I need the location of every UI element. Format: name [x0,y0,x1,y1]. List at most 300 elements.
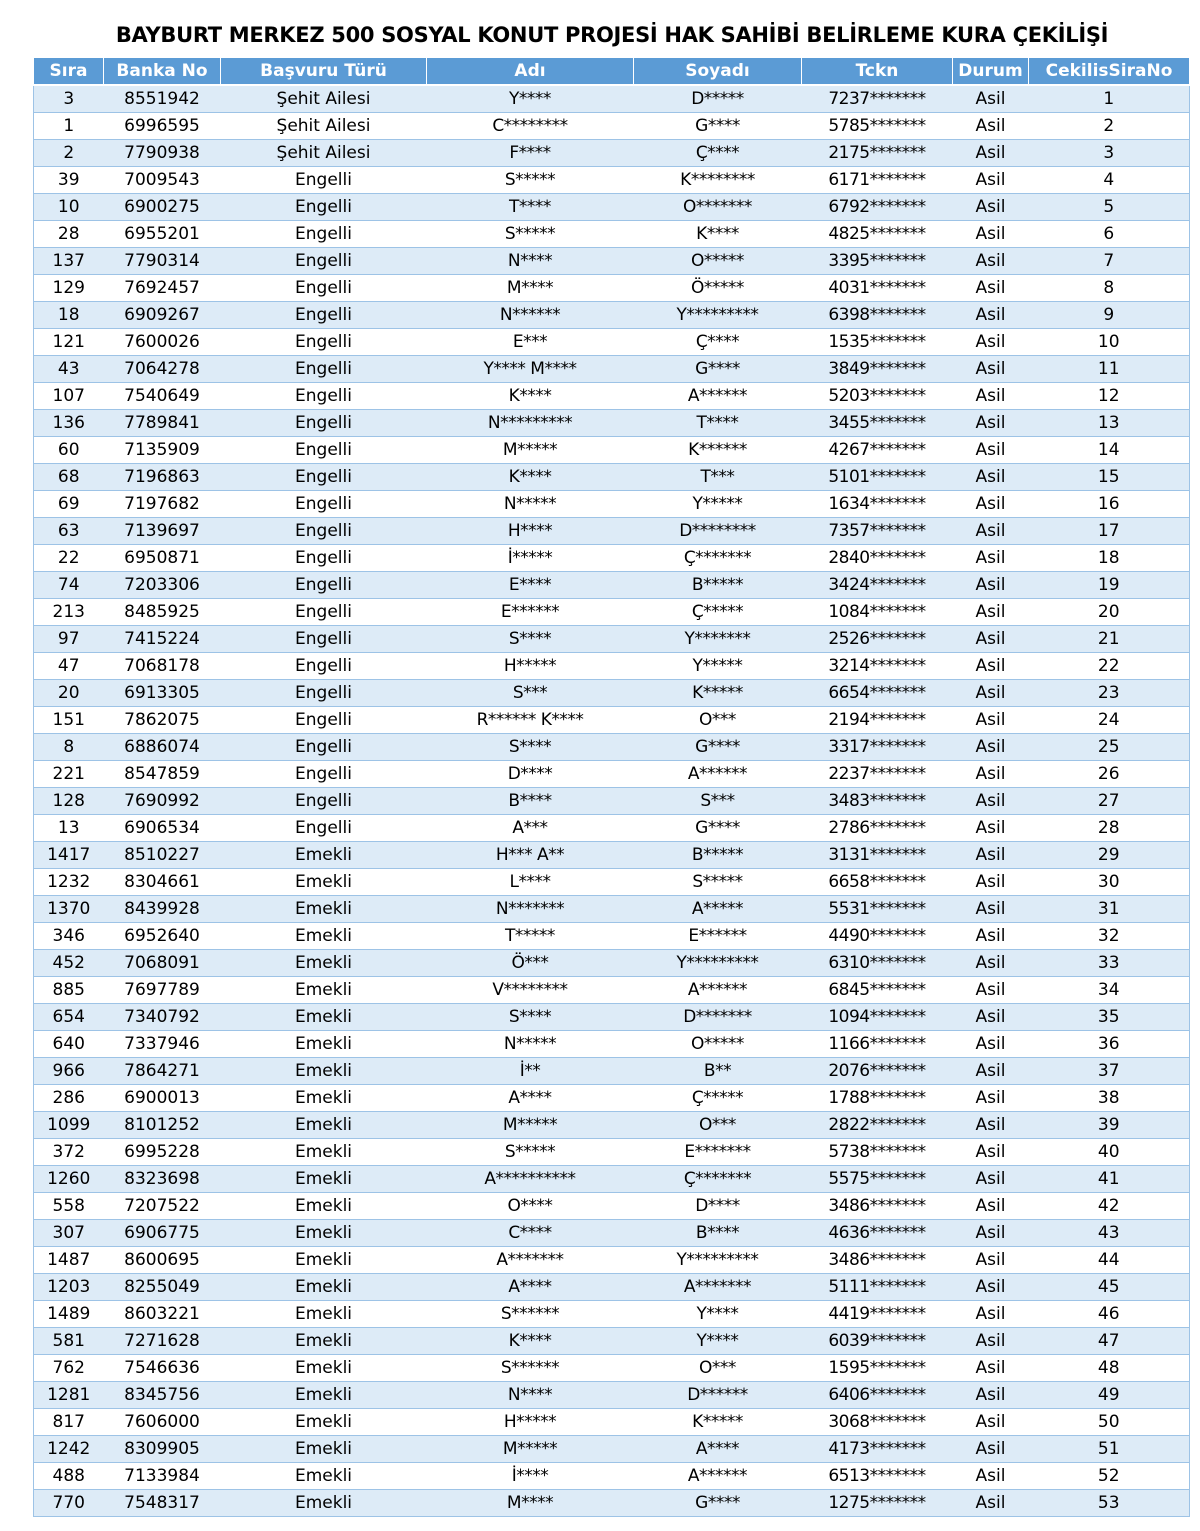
cell-banka-no: 7690992 [104,788,221,815]
cell-basvuru-turu: Emekli [221,1112,427,1139]
cell-basvuru-turu: Emekli [221,1274,427,1301]
cell-banka-no: 7207522 [104,1193,221,1220]
cell-sira: 307 [34,1220,104,1247]
cell-basvuru-turu: Emekli [221,1166,427,1193]
cell-sira: 966 [34,1058,104,1085]
cell-adi: H***** [427,1409,634,1436]
table-row [34,518,1190,545]
cell-soyadi: Y**** [634,1301,802,1328]
cell-tckn: 1595******* [802,1355,953,1382]
cell-basvuru-turu: Emekli [221,1463,427,1490]
cell-sira: 1489 [34,1301,104,1328]
table-row [34,1490,1190,1517]
cell-durum: Asil [953,113,1029,140]
cell-banka-no: 6995228 [104,1139,221,1166]
cell-durum: Asil [953,1139,1029,1166]
cell-cekilis-sira-no: 21 [1029,626,1190,653]
cell-soyadi: Ç**** [634,329,802,356]
cell-cekilis-sira-no: 2 [1029,113,1190,140]
cell-cekilis-sira-no: 42 [1029,1193,1190,1220]
cell-soyadi: A******* [634,1274,802,1301]
table-row [34,275,1190,302]
cell-tckn: 1084******* [802,599,953,626]
cell-banka-no: 8345756 [104,1382,221,1409]
cell-durum: Asil [953,275,1029,302]
table-row [34,1139,1190,1166]
cell-sira: 817 [34,1409,104,1436]
cell-cekilis-sira-no: 33 [1029,950,1190,977]
cell-adi: K**** [427,1328,634,1355]
cell-basvuru-turu: Engelli [221,221,427,248]
cell-cekilis-sira-no: 6 [1029,221,1190,248]
cell-cekilis-sira-no: 51 [1029,1436,1190,1463]
cell-soyadi: T**** [634,410,802,437]
table-row [34,356,1190,383]
cell-basvuru-turu: Engelli [221,302,427,329]
cell-cekilis-sira-no: 12 [1029,383,1190,410]
cell-basvuru-turu: Engelli [221,194,427,221]
cell-banka-no: 7197682 [104,491,221,518]
cell-soyadi: G**** [634,113,802,140]
cell-sira: 69 [34,491,104,518]
cell-banka-no: 7337946 [104,1031,221,1058]
cell-durum: Asil [953,140,1029,167]
cell-basvuru-turu: Engelli [221,167,427,194]
table-row [34,437,1190,464]
cell-soyadi: K***** [634,1409,802,1436]
table-row [34,788,1190,815]
cell-tckn: 5101******* [802,464,953,491]
header-soyadi[interactable]: Soyadı [634,58,802,86]
header-sira[interactable]: Sıra [34,58,104,86]
cell-soyadi: Ç***** [634,1085,802,1112]
cell-adi: S**** [427,626,634,653]
cell-basvuru-turu: Emekli [221,842,427,869]
table-row [34,221,1190,248]
cell-soyadi: K****** [634,437,802,464]
cell-durum: Asil [953,1004,1029,1031]
cell-durum: Asil [953,1436,1029,1463]
cell-adi: S*** [427,680,634,707]
cell-basvuru-turu: Emekli [221,1355,427,1382]
cell-durum: Asil [953,221,1029,248]
cell-tckn: 1275******* [802,1490,953,1517]
cell-cekilis-sira-no: 52 [1029,1463,1190,1490]
cell-tckn: 2786******* [802,815,953,842]
cell-sira: 137 [34,248,104,275]
cell-soyadi: B***** [634,842,802,869]
cell-banka-no: 6952640 [104,923,221,950]
cell-basvuru-turu: Emekli [221,1247,427,1274]
cell-cekilis-sira-no: 45 [1029,1274,1190,1301]
cell-sira: 28 [34,221,104,248]
cell-durum: Asil [953,1301,1029,1328]
cell-banka-no: 7068178 [104,653,221,680]
cell-tckn: 2194******* [802,707,953,734]
cell-soyadi: K***** [634,680,802,707]
cell-tckn: 7357******* [802,518,953,545]
cell-adi: N****** [427,302,634,329]
cell-sira: 47 [34,653,104,680]
cell-banka-no: 8485925 [104,599,221,626]
table-row [34,329,1190,356]
cell-cekilis-sira-no: 35 [1029,1004,1190,1031]
cell-durum: Asil [953,653,1029,680]
cell-sira: 654 [34,1004,104,1031]
cell-tckn: 5531******* [802,896,953,923]
header-adi[interactable]: Adı [427,58,634,86]
cell-banka-no: 7790314 [104,248,221,275]
cell-sira: 1487 [34,1247,104,1274]
cell-cekilis-sira-no: 34 [1029,977,1190,1004]
cell-durum: Asil [953,410,1029,437]
cell-tckn: 4031******* [802,275,953,302]
cell-banka-no: 7133984 [104,1463,221,1490]
cell-soyadi: B** [634,1058,802,1085]
cell-sira: 3 [34,85,104,113]
cell-cekilis-sira-no: 22 [1029,653,1190,680]
cell-adi: Ö*** [427,950,634,977]
table-row [34,1220,1190,1247]
cell-soyadi: Ç***** [634,599,802,626]
cell-durum: Asil [953,1409,1029,1436]
cell-tckn: 3317******* [802,734,953,761]
cell-durum: Asil [953,707,1029,734]
cell-sira: 136 [34,410,104,437]
cell-banka-no: 7271628 [104,1328,221,1355]
table-row [34,1112,1190,1139]
cell-adi: H*** A** [427,842,634,869]
table-row [34,1382,1190,1409]
cell-adi: İ** [427,1058,634,1085]
table-row [34,869,1190,896]
cell-banka-no: 8603221 [104,1301,221,1328]
cell-adi: S***** [427,1139,634,1166]
cell-sira: 1203 [34,1274,104,1301]
cell-banka-no: 7340792 [104,1004,221,1031]
cell-banka-no: 6906775 [104,1220,221,1247]
cell-adi: M***** [427,1112,634,1139]
cell-sira: 121 [34,329,104,356]
cell-adi: V******** [427,977,634,1004]
table-row [34,680,1190,707]
cell-banka-no: 8255049 [104,1274,221,1301]
cell-cekilis-sira-no: 48 [1029,1355,1190,1382]
cell-tckn: 5203******* [802,383,953,410]
cell-adi: K**** [427,464,634,491]
cell-cekilis-sira-no: 14 [1029,437,1190,464]
cell-tckn: 6792******* [802,194,953,221]
cell-cekilis-sira-no: 24 [1029,707,1190,734]
cell-adi: M**** [427,1490,634,1517]
cell-adi: C**** [427,1220,634,1247]
cell-soyadi: Y********* [634,302,802,329]
cell-cekilis-sira-no: 47 [1029,1328,1190,1355]
cell-sira: 129 [34,275,104,302]
cell-adi: E**** [427,572,634,599]
cell-cekilis-sira-no: 53 [1029,1490,1190,1517]
cell-banka-no: 7790938 [104,140,221,167]
cell-tckn: 2526******* [802,626,953,653]
cell-basvuru-turu: Şehit Ailesi [221,113,427,140]
cell-banka-no: 8323698 [104,1166,221,1193]
cell-basvuru-turu: Engelli [221,329,427,356]
cell-banka-no: 8439928 [104,896,221,923]
table-row [34,1436,1190,1463]
cell-soyadi: G**** [634,1490,802,1517]
cell-tckn: 6398******* [802,302,953,329]
cell-durum: Asil [953,248,1029,275]
cell-banka-no: 7203306 [104,572,221,599]
cell-tckn: 4490******* [802,923,953,950]
cell-basvuru-turu: Emekli [221,1085,427,1112]
header-banka-no[interactable]: Banka No [104,58,221,86]
cell-banka-no: 7415224 [104,626,221,653]
cell-adi: M***** [427,1436,634,1463]
cell-tckn: 6171******* [802,167,953,194]
cell-adi: S***** [427,167,634,194]
cell-durum: Asil [953,518,1029,545]
table-body [34,85,1190,1517]
cell-sira: 1242 [34,1436,104,1463]
cell-tckn: 6406******* [802,1382,953,1409]
cell-adi: Y**** M**** [427,356,634,383]
cell-cekilis-sira-no: 50 [1029,1409,1190,1436]
cell-basvuru-turu: Engelli [221,707,427,734]
cell-basvuru-turu: Emekli [221,1004,427,1031]
cell-soyadi: O***** [634,248,802,275]
cell-adi: S**** [427,734,634,761]
cell-tckn: 1788******* [802,1085,953,1112]
cell-basvuru-turu: Engelli [221,734,427,761]
cell-durum: Asil [953,329,1029,356]
cell-adi: İ**** [427,1463,634,1490]
table-row [34,707,1190,734]
cell-tckn: 6845******* [802,977,953,1004]
cell-tckn: 5785******* [802,113,953,140]
cell-cekilis-sira-no: 44 [1029,1247,1190,1274]
cell-tckn: 2175******* [802,140,953,167]
cell-cekilis-sira-no: 1 [1029,85,1190,113]
cell-basvuru-turu: Engelli [221,572,427,599]
cell-soyadi: K**** [634,221,802,248]
cell-cekilis-sira-no: 38 [1029,1085,1190,1112]
cell-banka-no: 7139697 [104,518,221,545]
cell-adi: R****** K**** [427,707,634,734]
cell-adi: K**** [427,383,634,410]
table-row [34,410,1190,437]
cell-tckn: 2237******* [802,761,953,788]
cell-durum: Asil [953,1166,1029,1193]
cell-soyadi: A****** [634,761,802,788]
table-row [34,1058,1190,1085]
cell-tckn: 7237******* [802,85,953,113]
cell-tckn: 1535******* [802,329,953,356]
cell-cekilis-sira-no: 23 [1029,680,1190,707]
cell-banka-no: 7068091 [104,950,221,977]
cell-banka-no: 7600026 [104,329,221,356]
cell-durum: Asil [953,788,1029,815]
cell-cekilis-sira-no: 40 [1029,1139,1190,1166]
cell-adi: S***** [427,221,634,248]
cell-basvuru-turu: Engelli [221,437,427,464]
cell-cekilis-sira-no: 8 [1029,275,1190,302]
table-row [34,815,1190,842]
cell-tckn: 3131******* [802,842,953,869]
cell-sira: 452 [34,950,104,977]
cell-durum: Asil [953,545,1029,572]
cell-basvuru-turu: Emekli [221,1193,427,1220]
cell-banka-no: 8547859 [104,761,221,788]
cell-banka-no: 8101252 [104,1112,221,1139]
cell-basvuru-turu: Engelli [221,356,427,383]
cell-durum: Asil [953,1355,1029,1382]
cell-banka-no: 8551942 [104,85,221,113]
table-row [34,545,1190,572]
table-row [34,1004,1190,1031]
cell-cekilis-sira-no: 28 [1029,815,1190,842]
cell-soyadi: Y********* [634,1247,802,1274]
header-cekilis-sira-no[interactable]: CekilisSiraNo [1029,58,1190,86]
cell-durum: Asil [953,923,1029,950]
cell-basvuru-turu: Engelli [221,761,427,788]
cell-cekilis-sira-no: 31 [1029,896,1190,923]
cell-sira: 107 [34,383,104,410]
cell-sira: 1099 [34,1112,104,1139]
table-row [34,140,1190,167]
cell-cekilis-sira-no: 36 [1029,1031,1190,1058]
cell-adi: N***** [427,491,634,518]
cell-sira: 20 [34,680,104,707]
cell-tckn: 6513******* [802,1463,953,1490]
cell-durum: Asil [953,1031,1029,1058]
table-row [34,842,1190,869]
cell-soyadi: Ç**** [634,140,802,167]
header-tckn[interactable]: Tckn [802,58,953,86]
cell-tckn: 5111******* [802,1274,953,1301]
cell-cekilis-sira-no: 18 [1029,545,1190,572]
table-row [34,734,1190,761]
cell-tckn: 1634******* [802,491,953,518]
cell-adi: E****** [427,599,634,626]
cell-banka-no: 8304661 [104,869,221,896]
cell-durum: Asil [953,1058,1029,1085]
table-row [34,950,1190,977]
table-row [34,1463,1190,1490]
cell-adi: S****** [427,1355,634,1382]
cell-adi: A**** [427,1085,634,1112]
cell-soyadi: O***** [634,1031,802,1058]
cell-sira: 640 [34,1031,104,1058]
table-header [34,58,1190,86]
cell-soyadi: Y******* [634,626,802,653]
cell-basvuru-turu: Emekli [221,977,427,1004]
cell-sira: 151 [34,707,104,734]
cell-adi: S****** [427,1301,634,1328]
header-basvuru-turu[interactable]: Başvuru Türü [221,58,427,86]
table-row [34,923,1190,950]
cell-soyadi: Y***** [634,491,802,518]
cell-sira: 1 [34,113,104,140]
cell-adi: A******* [427,1247,634,1274]
cell-banka-no: 7864271 [104,1058,221,1085]
cell-cekilis-sira-no: 46 [1029,1301,1190,1328]
header-durum[interactable]: Durum [953,58,1029,86]
cell-soyadi: A****** [634,977,802,1004]
table-row [34,85,1190,113]
cell-sira: 346 [34,923,104,950]
cell-sira: 213 [34,599,104,626]
cell-basvuru-turu: Emekli [221,1031,427,1058]
cell-soyadi: T*** [634,464,802,491]
cell-cekilis-sira-no: 25 [1029,734,1190,761]
cell-tckn: 4173******* [802,1436,953,1463]
cell-durum: Asil [953,815,1029,842]
cell-tckn: 4636******* [802,1220,953,1247]
cell-banka-no: 7196863 [104,464,221,491]
table-row [34,194,1190,221]
cell-tckn: 3849******* [802,356,953,383]
cell-cekilis-sira-no: 5 [1029,194,1190,221]
cell-basvuru-turu: Emekli [221,1301,427,1328]
cell-sira: 581 [34,1328,104,1355]
table-row [34,572,1190,599]
cell-banka-no: 7862075 [104,707,221,734]
cell-tckn: 6658******* [802,869,953,896]
cell-adi: A*** [427,815,634,842]
cell-basvuru-turu: Engelli [221,653,427,680]
cell-basvuru-turu: Engelli [221,491,427,518]
cell-durum: Asil [953,680,1029,707]
kura-table [33,57,1190,1517]
cell-durum: Asil [953,1220,1029,1247]
cell-tckn: 4267******* [802,437,953,464]
cell-banka-no: 7009543 [104,167,221,194]
cell-cekilis-sira-no: 30 [1029,869,1190,896]
cell-basvuru-turu: Engelli [221,599,427,626]
cell-basvuru-turu: Emekli [221,1436,427,1463]
cell-banka-no: 7540649 [104,383,221,410]
cell-adi: H**** [427,518,634,545]
cell-sira: 68 [34,464,104,491]
cell-sira: 1281 [34,1382,104,1409]
cell-cekilis-sira-no: 13 [1029,410,1190,437]
cell-banka-no: 6909267 [104,302,221,329]
cell-durum: Asil [953,950,1029,977]
cell-basvuru-turu: Engelli [221,680,427,707]
cell-sira: 221 [34,761,104,788]
cell-durum: Asil [953,599,1029,626]
cell-soyadi: S***** [634,869,802,896]
cell-durum: Asil [953,85,1029,113]
table-row [34,248,1190,275]
cell-sira: 1232 [34,869,104,896]
cell-adi: D**** [427,761,634,788]
cell-durum: Asil [953,1112,1029,1139]
cell-tckn: 1166******* [802,1031,953,1058]
cell-durum: Asil [953,1382,1029,1409]
cell-adi: O**** [427,1193,634,1220]
cell-cekilis-sira-no: 49 [1029,1382,1190,1409]
cell-adi: A********** [427,1166,634,1193]
table-row [34,464,1190,491]
cell-durum: Asil [953,761,1029,788]
cell-tckn: 3214******* [802,653,953,680]
cell-tckn: 6654******* [802,680,953,707]
cell-basvuru-turu: Engelli [221,518,427,545]
cell-soyadi: Y**** [634,1328,802,1355]
cell-basvuru-turu: Engelli [221,626,427,653]
